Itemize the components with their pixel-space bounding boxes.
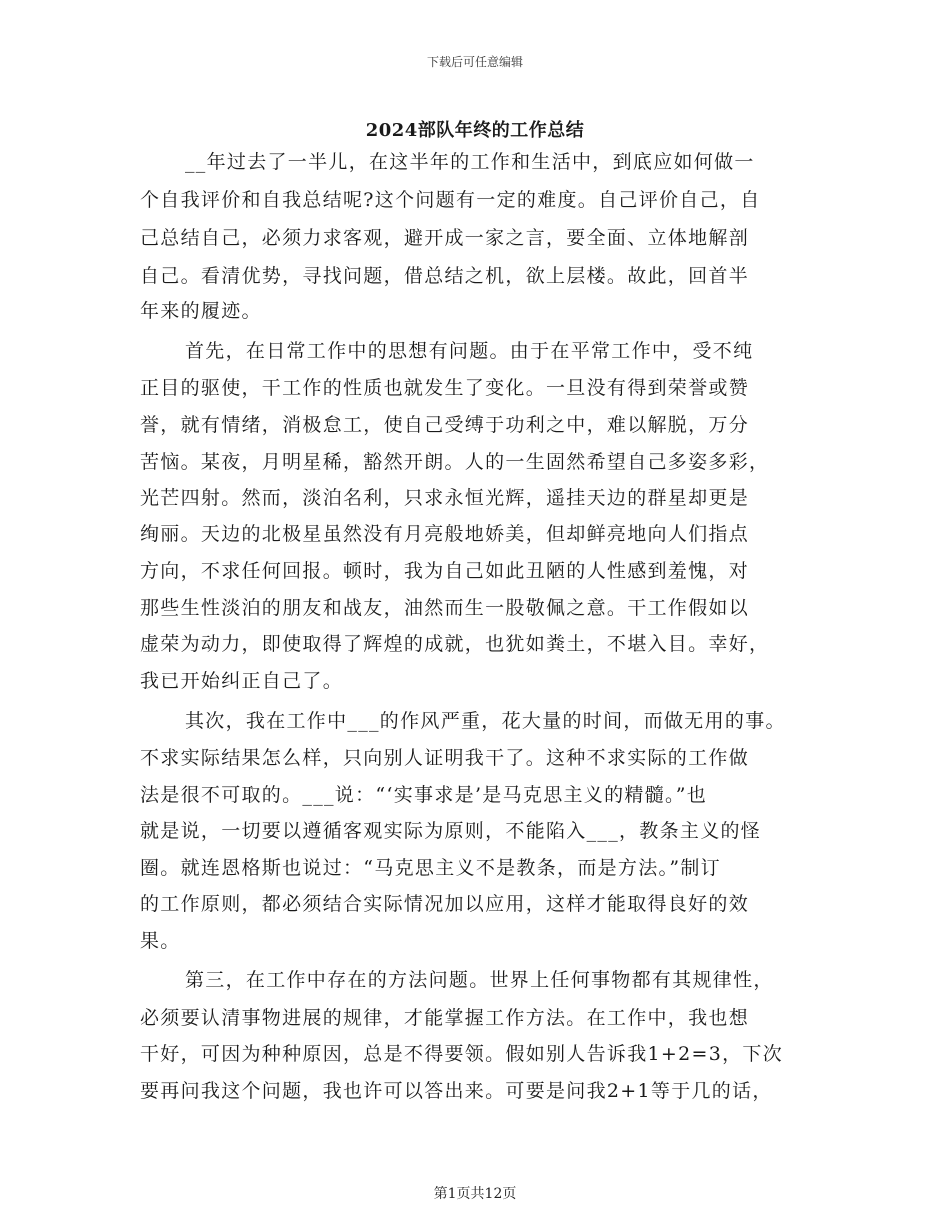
body-line: 的工作原则，都必须结合实际情况加以应用，这样才能取得良好的效 (140, 893, 750, 915)
body-line: 正目的驱使，干工作的性质也就发生了变化。一旦没有得到荣誉或赞 (140, 377, 750, 399)
body-line: 个自我评价和自我总结呢?这个问题有一定的难度。自己评价自己，自 (140, 189, 761, 211)
body-line: 圈。就连恩格斯也说过：“马克思主义不是教条，而是方法。”制订 (140, 857, 721, 879)
body-line: 要再问我这个问题，我也许可以答出来。可要是问我2+1等于几的话， (140, 1080, 773, 1102)
document-title: 2024部队年终的工作总结 (365, 120, 585, 141)
body-line: 法是很不可取的。___说：“‘实事求是’是马克思主义的精髓。”也 (140, 784, 708, 806)
body-line: 年来的履迹。 (140, 300, 262, 322)
body-line: 己总结自己，必须力求客观，避开成一家之言，要全面、立体地解剖 (140, 227, 750, 249)
body-line: 就是说，一切要以遵循客观实际为原则，不能陷入___，教条主义的怪 (140, 820, 762, 842)
body-line: 绚丽。天边的北极星虽然没有月亮般地娇美，但却鲜亮地向人们指点 (140, 523, 750, 545)
body-line: 方向，不求任何回报。顿时，我为自己如此丑陋的人性感到羞愧，对 (140, 560, 750, 582)
body-line: 苦恼。某夜，月明星稀，豁然开朗。人的一生固然希望自己多姿多彩， (140, 451, 770, 473)
body-line: __年过去了一半儿，在这半年的工作和生活中，到底应如何做一 (185, 151, 755, 173)
body-line: 那些生性淡泊的朋友和战友，油然而生一股敬佩之意。干工作假如以 (140, 597, 750, 619)
body-line: 我已开始纠正自己了。 (140, 670, 344, 692)
body-line: 果。 (140, 930, 181, 952)
page-footer: 第1页共12页 (433, 1186, 517, 1202)
body-line: 必须要认清事物进展的规律，才能掌握工作方法。在工作中，我也想 (140, 1007, 750, 1029)
header-note: 下载后可任意编辑 (426, 55, 523, 69)
body-line: 虚荣为动力，即使取得了辉煌的成就，也犹如粪土，不堪入目。幸好， (140, 633, 770, 655)
body-line: 光芒四射。然而，淡泊名利，只求永恒光辉，遥挂天边的群星却更是 (140, 487, 750, 509)
body-line: 其次，我在工作中___的作风严重，花大量的时间，而做无用的事。 (185, 710, 786, 732)
body-line: 自己。看清优势，寻找问题，借总结之机，欲上层楼。故此，回首半 (140, 265, 750, 287)
body-line: 首先，在日常工作中的思想有问题。由于在平常工作中，受不纯 (185, 340, 754, 362)
body-line: 第三，在工作中存在的方法问题。世界上任何事物都有其规律性， (185, 969, 774, 991)
body-line: 干好，可因为种种原因，总是不得要领。假如别人告诉我1+2=3，下次 (140, 1043, 784, 1065)
body-line: 不求实际结果怎么样，只向别人证明我干了。这种不求实际的工作做 (140, 747, 750, 769)
body-line: 誉，就有情绪，消极怠工，使自己受缚于功利之中，难以解脱，万分 (140, 414, 750, 436)
